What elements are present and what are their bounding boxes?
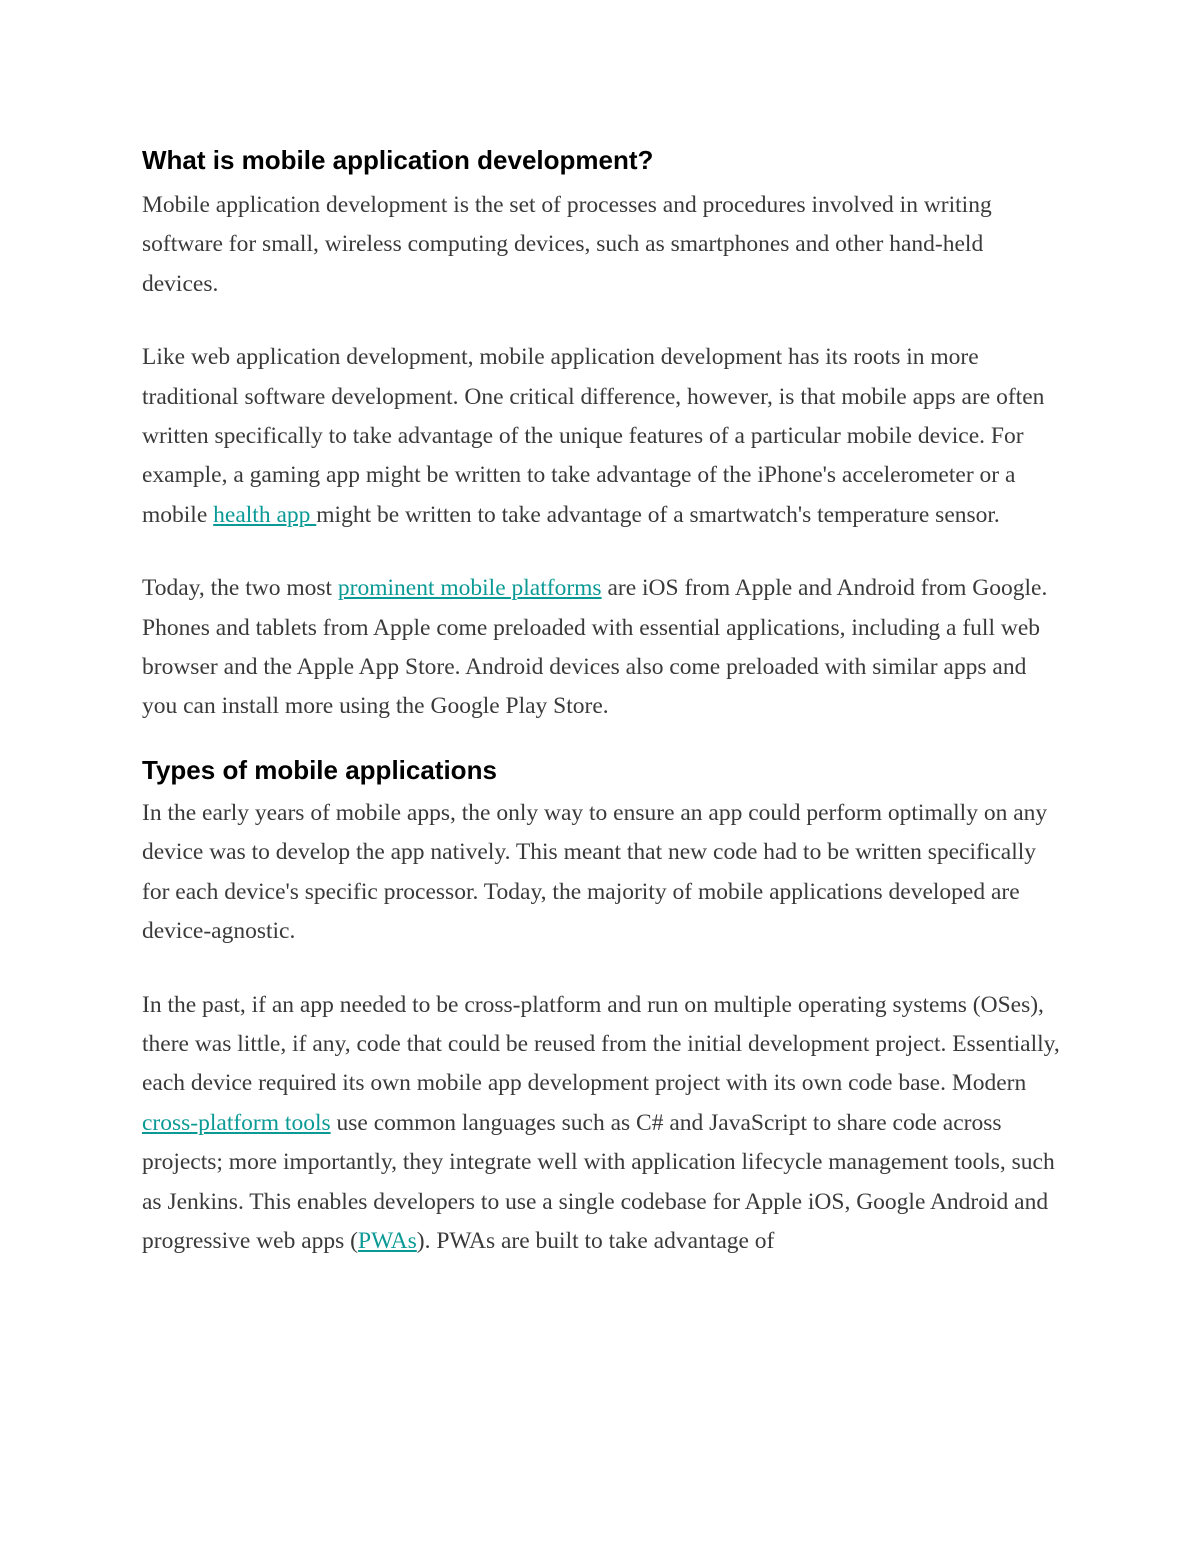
cross-platform-tools-link[interactable]: cross-platform tools	[142, 1109, 331, 1136]
paragraph-web-vs-mobile	[142, 338, 1062, 535]
paragraph-cross-platform	[142, 986, 1062, 1262]
prominent-mobile-platforms-link[interactable]: prominent mobile platforms	[337, 575, 602, 602]
paragraph-text: Like web application development, mobile application development has its roots in more traditional software development. One critical difference, however, is that mobile apps are often written specifically to take advantage of the unique features of a particular mobile device. For example, a gaming app might be written to take advantage of the iPhone's accelerometer or a mobile	[142, 344, 1045, 528]
paragraph-text: are iOS from Apple and Android from Google. Phones and tablets from Apple come preloaded with essential applications, including a full web browser and the Apple App Store. Android devices also come preloaded with similar apps and you can install more using the Google Play Store.	[142, 575, 1048, 720]
paragraph-early-years	[142, 794, 1062, 952]
paragraph-text: In the early years of mobile apps, the only way to ensure an app could perform optimally on any device was to develop the app natively. This meant that new code had to be written specifically for each device's specific processor. Today, the majority of mobile applications developed are device-agnostic.	[142, 799, 1048, 945]
paragraph-text: Today, the two most	[142, 575, 338, 602]
pwas-link[interactable]: PWAs	[358, 1227, 417, 1254]
paragraph-text: ). PWAs are built to take advantage of	[416, 1227, 775, 1254]
document-page	[142, 140, 1062, 1261]
paragraph-platforms	[142, 569, 1062, 727]
health-app-link[interactable]: health app	[213, 501, 317, 528]
paragraph-text: In the past, if an app needed to be cross-platform and run on multiple operating systems (OSes), there was little, if any, code that could be reused from the initial development project. Essentially, each device required its own mobile app development project with its own code base. Modern	[142, 991, 1060, 1097]
heading-types-of-mobile-applications: Types of mobile applications	[142, 754, 497, 785]
paragraph-definition	[142, 186, 1062, 304]
paragraph-text: use common languages such as C# and JavaScript to share code across projects; more importantly, they integrate well with application lifecycle management tools, such as Jenkins. This enables developers to use a single codebase for Apple iOS, Google Android and progressive web apps (	[142, 1109, 1055, 1254]
heading-what-is-mobile-development: What is mobile application development?	[142, 145, 654, 175]
paragraph-text: Mobile application development is the set of processes and procedures involved in writing software for small, wireless computing devices, such as smartphones and other hand-held devices.	[142, 192, 992, 297]
paragraph-text: might be written to take advantage of a smartwatch's temperature sensor.	[316, 501, 1000, 528]
